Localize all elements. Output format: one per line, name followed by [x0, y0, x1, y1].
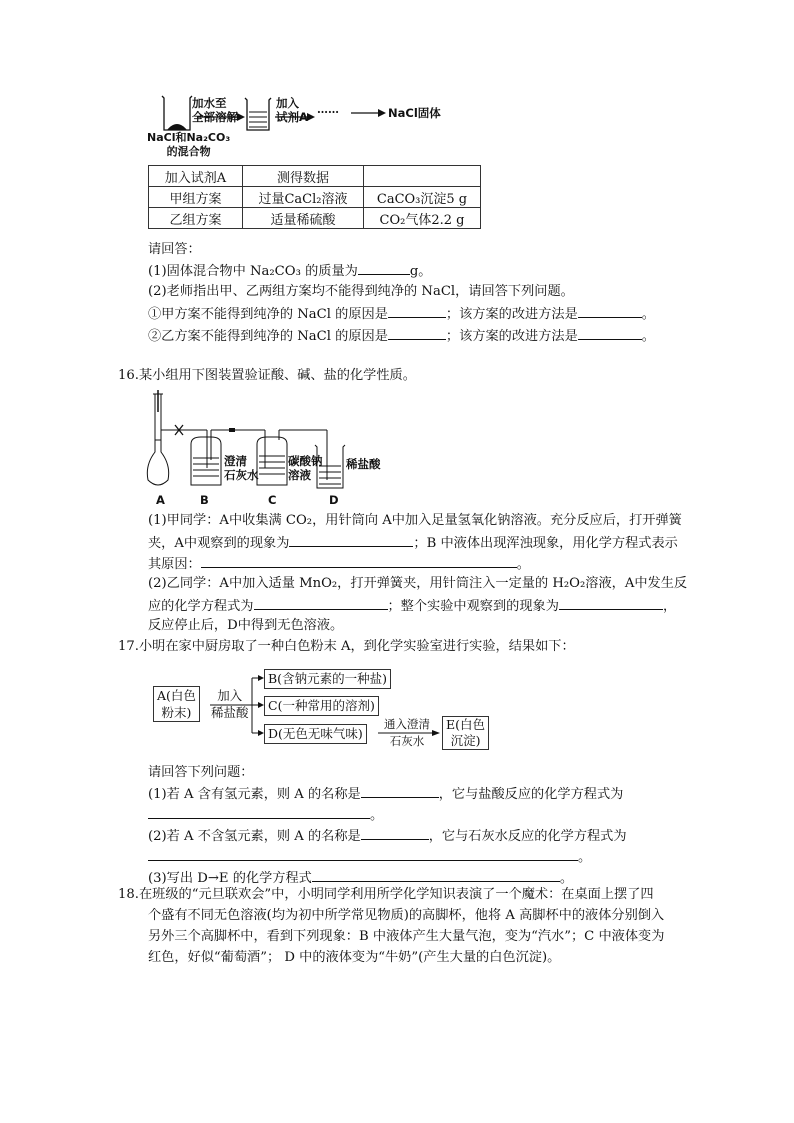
table-cell: CO₂气体2.2 g [364, 208, 481, 229]
table-cell: 适量稀硫酸 [243, 208, 364, 229]
answer-blank[interactable] [361, 825, 429, 840]
answer-blank[interactable] [148, 804, 370, 819]
answer-blank[interactable] [388, 303, 446, 318]
table-cell: 乙组方案 [149, 208, 243, 229]
q16-part2-line2: 应的化学方程式为 ；整个实验中观察到的现象为 ， [148, 595, 676, 617]
box-e: E(白色 沉淀) [442, 716, 489, 750]
box-a: A(白色 粉末) [153, 686, 200, 722]
q16-stem: 16.某小组用下图装置验证酸、碱、盐的化学性质。 [118, 368, 416, 383]
q17-stem: 17.小明在家中厨房取了一种白色粉末 A，到化学实验室进行实验，结果如下： [118, 639, 575, 654]
label-c: 碳酸钠 溶液 [288, 454, 323, 482]
q18-line3: 另外三个高脚杯中，看到下列现象：B 中液体产生大量气泡，变为“汽水”；C 中液体变为 [148, 929, 665, 944]
letter-b: B [200, 493, 209, 507]
table-cell: CaCO₃沉淀5 g [364, 187, 481, 208]
q16-part1-line1: (1)甲同学：A中收集满 CO₂，用针筒向 A中加入足量氢氧化钠溶液。充分反应后，打开弹簧 [148, 513, 682, 528]
q15-part2a: ①甲方案不能得到纯净的 NaCl 的原因是 ；该方案的改进方法是 。 [148, 303, 655, 325]
q18-line2: 个盛有不同无色溶液(均为初中所学常见物质)的高脚杯，他将 A 高脚杯中的液体分别倒入 [148, 908, 665, 923]
arrow-label-1: 加入 稀盐酸 [211, 688, 249, 720]
answer-blank[interactable] [388, 325, 446, 340]
apparatus-diagram [145, 390, 395, 510]
answer-blank[interactable] [201, 553, 517, 568]
table-header: 测得数据 [243, 166, 364, 187]
mixture-label: NaCl和Na₂CO₃ 的混合物 [147, 131, 231, 158]
label-d: 稀盐酸 [346, 457, 381, 471]
q16-part1-line2: 夹，A中观察到的现象为 ；B 中液体出现浑浊现象，用化学方程式表示 [148, 532, 678, 554]
label-b: 澄清 石灰水 [224, 454, 259, 482]
q15-part2: (2)老师指出甲、乙两组方案均不能得到纯净的 NaCl，请回答下列问题。 [148, 284, 574, 299]
q17-part2-answer: 。 [148, 846, 591, 868]
q18-line4: 红色，好似“葡萄酒”； D 中的液体变为“牛奶”(产生大量的白色沉淀)。 [148, 950, 561, 965]
q15-part1: (1)固体混合物中 Na₂CO₃ 的质量为 g。 [148, 260, 431, 282]
box-c: C(一种常用的溶剂) [264, 696, 379, 716]
q17-part1-answer: 。 [148, 804, 383, 826]
answer-blank[interactable] [578, 303, 642, 318]
q16-part2-line1: (2)乙同学：A中加入适量 MnO₂，打开弹簧夹，用针筒注入一定量的 H₂O₂溶液，A中发生反 [148, 576, 688, 591]
arrow-label-2: 通入澄清 石灰水 [384, 717, 430, 748]
ellipsis: …… [317, 103, 339, 116]
answer-blank[interactable] [254, 595, 388, 610]
reagent-table [148, 165, 481, 229]
table-header [364, 166, 481, 187]
table-header: 加入试剂A [149, 166, 243, 187]
letter-d: D [329, 493, 339, 507]
answer-blank[interactable] [289, 532, 413, 547]
box-b: B(含钠元素的一种盐) [264, 669, 391, 689]
step1-label: 加水至 全部溶解 [192, 96, 238, 124]
letter-a: A [156, 493, 165, 507]
letter-c: C [268, 493, 277, 507]
q16-part2-line3: 反应停止后，D中得到无色溶液。 [148, 618, 344, 633]
answer-blank[interactable] [358, 260, 410, 275]
arrow-3-icon [351, 109, 386, 117]
q16-part1-line3: 其原因： 。 [148, 553, 530, 575]
table-cell: 过量CaCl₂溶液 [243, 187, 364, 208]
step2-label: 加入 试剂A [276, 96, 308, 124]
answer-blank[interactable] [148, 846, 578, 861]
q18-line1: 18.在班级的“元旦联欢会”中，小明同学利用所学化学知识表演了一个魔术：在桌面上摆了四 [118, 887, 654, 902]
answer-blank[interactable] [578, 325, 642, 340]
result-label: NaCl固体 [388, 106, 441, 120]
q17-part3: (3)写出 D→E 的化学方程式 。 [148, 867, 573, 889]
table-row [149, 187, 481, 208]
q15-part2b: ②乙方案不能得到纯净的 NaCl 的原因是 ；该方案的改进方法是 。 [148, 325, 655, 347]
table-cell: 甲组方案 [149, 187, 243, 208]
q17-part2: (2)若 A 不含氢元素，则 A 的名称是 ，它与石灰水反应的化学方程式为 [148, 825, 627, 847]
flask-a-icon [147, 390, 187, 485]
answer-blank[interactable] [312, 867, 560, 882]
beaker-1-icon [162, 96, 192, 130]
answer-blank[interactable] [361, 783, 439, 798]
beaker-2-icon [245, 98, 271, 130]
q17-prompt: 请回答下列问题： [148, 765, 254, 780]
table-header-row [149, 166, 481, 187]
answer-blank[interactable] [559, 595, 663, 610]
table-row [149, 208, 481, 229]
box-d: D(无色无味气味) [264, 724, 367, 744]
q17-part1: (1)若 A 含有氢元素，则 A 的名称是 ，它与盐酸反应的化学方程式为 [148, 783, 623, 805]
q15-prompt: 请回答： [148, 242, 201, 257]
